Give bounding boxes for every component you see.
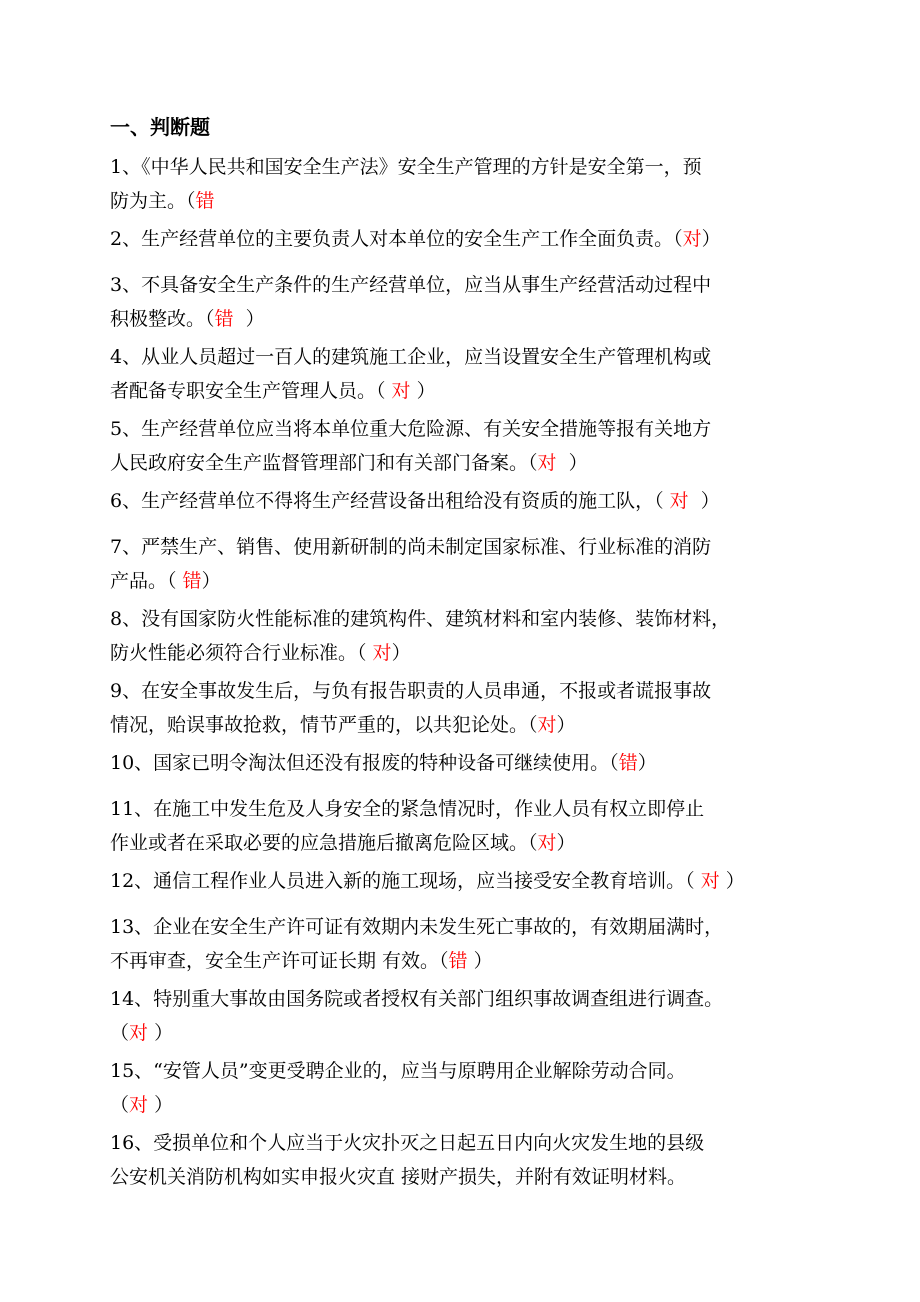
question-text: 16、受损单位和个人应当于火灾扑灭之日起五日内向火灾发生地的县级	[110, 1132, 705, 1154]
question-item	[110, 1126, 810, 1194]
question-text-line	[110, 746, 810, 780]
answer-mark: 错	[618, 752, 638, 774]
question-text-line	[110, 674, 810, 708]
question-text: 4、从业人员超过一百人的建筑施工企业，应当设置安全生产管理机构或	[110, 346, 712, 368]
question-text-line	[110, 412, 810, 446]
question-text-line	[110, 184, 810, 218]
closing-paren: ）	[201, 570, 221, 592]
question-text: 防为主。（	[110, 190, 196, 212]
question-text: 情况，贻误事故抢救，情节严重的，以共犯论处。（	[110, 714, 538, 736]
question-item	[110, 412, 810, 480]
closing-paren: ）	[688, 490, 720, 512]
question-item	[110, 150, 810, 218]
question-text-line	[110, 792, 810, 826]
answer-mark: 对	[372, 642, 392, 664]
question-item	[110, 268, 810, 336]
question-text-line	[110, 268, 810, 302]
question-item	[110, 674, 810, 742]
question-text: 5、生产经营单位应当将本单位重大危险源、有关安全措施等报有关地方	[110, 418, 712, 440]
question-text: 7、严禁生产、销售、使用新研制的尚未制定国家标准、行业标准的消防	[110, 536, 712, 558]
question-text: 15、“安管人员”变更受聘企业的，应当与原聘用企业解除劳动合同。	[110, 1060, 686, 1082]
question-text-line	[110, 1160, 810, 1194]
question-text: 13、企业在安全生产许可证有效期内未发生死亡事故的，有效期届满时，	[110, 916, 724, 938]
question-item	[110, 222, 810, 256]
answer-mark: 对	[537, 452, 557, 474]
answer-mark: 对	[682, 228, 702, 250]
question-item	[110, 530, 810, 598]
question-text: 者配备专职安全生产管理人员。（	[110, 380, 392, 402]
question-item	[110, 910, 810, 978]
closing-paren: ）	[391, 642, 411, 664]
question-text-line	[110, 564, 810, 598]
closing-paren: ）	[148, 1022, 174, 1044]
question-item	[110, 1054, 810, 1122]
answer-mark: 错	[195, 190, 215, 212]
question-text: 公安机关消防机构如实申报火灾直 接财产损失，并附有效证明材料。	[110, 1166, 687, 1188]
question-text: 不再审查，安全生产许可证长期 有效。（	[110, 950, 449, 972]
question-text: 1、《中华人民共和国安全生产法》安全生产管理的方针是安全第一，预	[110, 156, 702, 178]
question-text-line	[110, 446, 810, 480]
question-text-line	[110, 374, 810, 408]
closing-paren: ）	[556, 832, 576, 854]
question-text: 人民政府安全生产监督管理部门和有关部门备案。（	[110, 452, 538, 474]
question-text-line	[110, 636, 810, 670]
section-title: 一、判断题	[110, 115, 210, 139]
question-text-line	[110, 826, 810, 860]
question-item	[110, 864, 810, 898]
closing-paren: ）	[556, 452, 588, 474]
question-text-line	[110, 1016, 810, 1050]
closing-paren: ）	[467, 950, 493, 972]
question-text-line	[110, 150, 810, 184]
question-text: 防火性能必须符合行业标准。（	[110, 642, 373, 664]
question-text: 积极整改。（	[110, 308, 215, 330]
question-text: 12、通信工程作业人员进入新的施工现场，应当接受安全教育培训。（	[110, 870, 701, 892]
question-text: 11、在施工中发生危及人身安全的紧急情况时，作业人员有权立即停止	[110, 798, 705, 820]
question-item	[110, 602, 810, 670]
answer-mark: 对	[537, 714, 557, 736]
question-item	[110, 340, 810, 408]
closing-paren: ）	[701, 228, 721, 250]
closing-paren: ）	[233, 308, 265, 330]
question-text: 8、没有国家防火性能标准的建筑构件、建筑材料和室内装修、装饰材料，	[110, 608, 731, 630]
question-text: （	[110, 1094, 130, 1116]
question-item	[110, 484, 810, 518]
question-text: 作业或者在采取必要的应急措施后撤离危险区域。（	[110, 832, 538, 854]
question-text-line	[110, 1054, 810, 1088]
question-text: （	[110, 1022, 130, 1044]
closing-paren: ）	[556, 714, 576, 736]
question-text-line	[110, 340, 810, 374]
answer-mark: 对	[669, 490, 689, 512]
closing-paren: ）	[719, 870, 745, 892]
question-text: 产品。（	[110, 570, 183, 592]
question-text-line	[110, 302, 810, 336]
answer-mark: 对	[129, 1022, 149, 1044]
question-text-line	[110, 222, 810, 256]
question-text-line	[110, 530, 810, 564]
question-item	[110, 982, 810, 1050]
answer-mark: 错	[182, 570, 202, 592]
closing-paren: ）	[148, 1094, 174, 1116]
question-text-line	[110, 708, 810, 742]
question-text: 14、特别重大事故由国务院或者授权有关部门组织事故调查组进行调查。	[110, 988, 724, 1010]
question-text: 3、不具备安全生产条件的生产经营单位，应当从事生产经营活动过程中	[110, 274, 712, 296]
question-item	[110, 792, 810, 860]
question-text-line	[110, 1088, 810, 1122]
answer-mark: 错	[448, 950, 468, 972]
answer-mark: 对	[537, 832, 557, 854]
question-text-line	[110, 484, 810, 518]
closing-paren: ）	[410, 380, 436, 402]
question-text-line	[110, 982, 810, 1016]
question-text-line	[110, 864, 810, 898]
question-text: 10、国家已明令淘汰但还没有报废的特种设备可继续使用。（	[110, 752, 619, 774]
answer-mark: 对	[129, 1094, 149, 1116]
answer-mark: 错	[214, 308, 234, 330]
question-text-line	[110, 602, 810, 636]
question-text: 2、生产经营单位的主要负责人对本单位的安全生产工作全面负责。（	[110, 228, 683, 250]
question-text: 9、在安全事故发生后，与负有报告职责的人员串通，不报或者谎报事故	[110, 680, 712, 702]
question-text-line	[110, 910, 810, 944]
question-text-line	[110, 1126, 810, 1160]
answer-mark: 对	[391, 380, 411, 402]
question-text-line	[110, 944, 810, 978]
question-item	[110, 746, 810, 780]
question-text: 6、生产经营单位不得将生产经营设备出租给没有资质的施工队，（	[110, 490, 670, 512]
answer-mark: 对	[700, 870, 720, 892]
closing-paren: ）	[637, 752, 657, 774]
